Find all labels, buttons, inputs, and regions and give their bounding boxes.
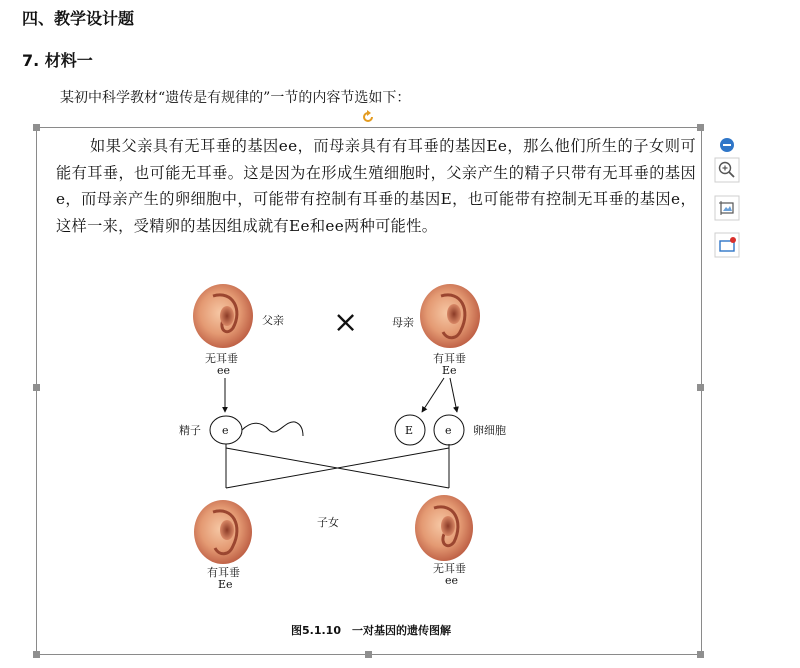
excerpt-paragraph: 如果父亲具有无耳垂的基因ee，而母亲具有有耳垂的基因Ee，那么他们所生的子女则可能有耳垂，也可能无耳垂。这是因为在形成生殖细胞时，父亲产生的精子只带有无耳垂的基因e，而母亲产生的卵细胞中，可能带有控制有耳垂的基因E，也可能带有控制无耳垂的基因e，这样一来，受精卵的基因组成就有Ee和ee两种可能性。 [56,137,696,235]
child1-trait: 有耳垂 [207,566,240,579]
father-label: 父亲 [262,314,284,327]
father-trait: 无耳垂 [205,352,238,365]
section-title: 四、教学设计题 [22,9,135,28]
child2-trait: 无耳垂 [433,562,466,575]
child1-ear-image [194,500,252,564]
intro-text: 某初中科学教材“遗传是有规律的”一节的内容节选如下： [60,90,411,106]
offspring-label: 子女 [317,516,339,529]
mother-ear-image [420,284,480,348]
inheritance-diagram [37,270,701,654]
resize-handle-top-left[interactable] [33,124,40,131]
cross-symbol: × [333,305,359,340]
question-title: 7. 材料一 [22,51,93,70]
mother-label: 母亲 [392,316,414,329]
mother-trait: 有耳垂 [433,352,466,365]
sperm-gene: e [222,424,229,437]
mother-to-egg-arrow-1 [422,378,444,412]
fertilization-cross-lines [226,444,449,488]
mother-to-egg-arrow-2 [450,378,457,412]
egg-gene-2: e [445,424,452,437]
sperm-tail [242,422,303,436]
zoom-in-icon[interactable] [714,157,740,183]
display-frame-icon[interactable] [714,232,740,258]
minus-circle-icon[interactable] [714,132,740,158]
child2-ear-image [415,495,473,561]
egg-label: 卵细胞 [473,424,506,437]
crop-image-icon[interactable] [714,195,740,221]
father-genotype: ee [217,364,231,377]
egg-gene-1: E [405,424,414,437]
figure-caption: 图5.1.10 一对基因的遗传图解 [291,624,451,637]
child2-genotype: ee [445,574,459,587]
child1-genotype: Ee [218,578,233,591]
mother-genotype: Ee [442,364,457,377]
rotate-handle-icon[interactable] [361,110,375,124]
sperm-label: 精子 [179,424,201,437]
father-ear-image [193,284,253,348]
resize-handle-top-right[interactable] [697,124,704,131]
